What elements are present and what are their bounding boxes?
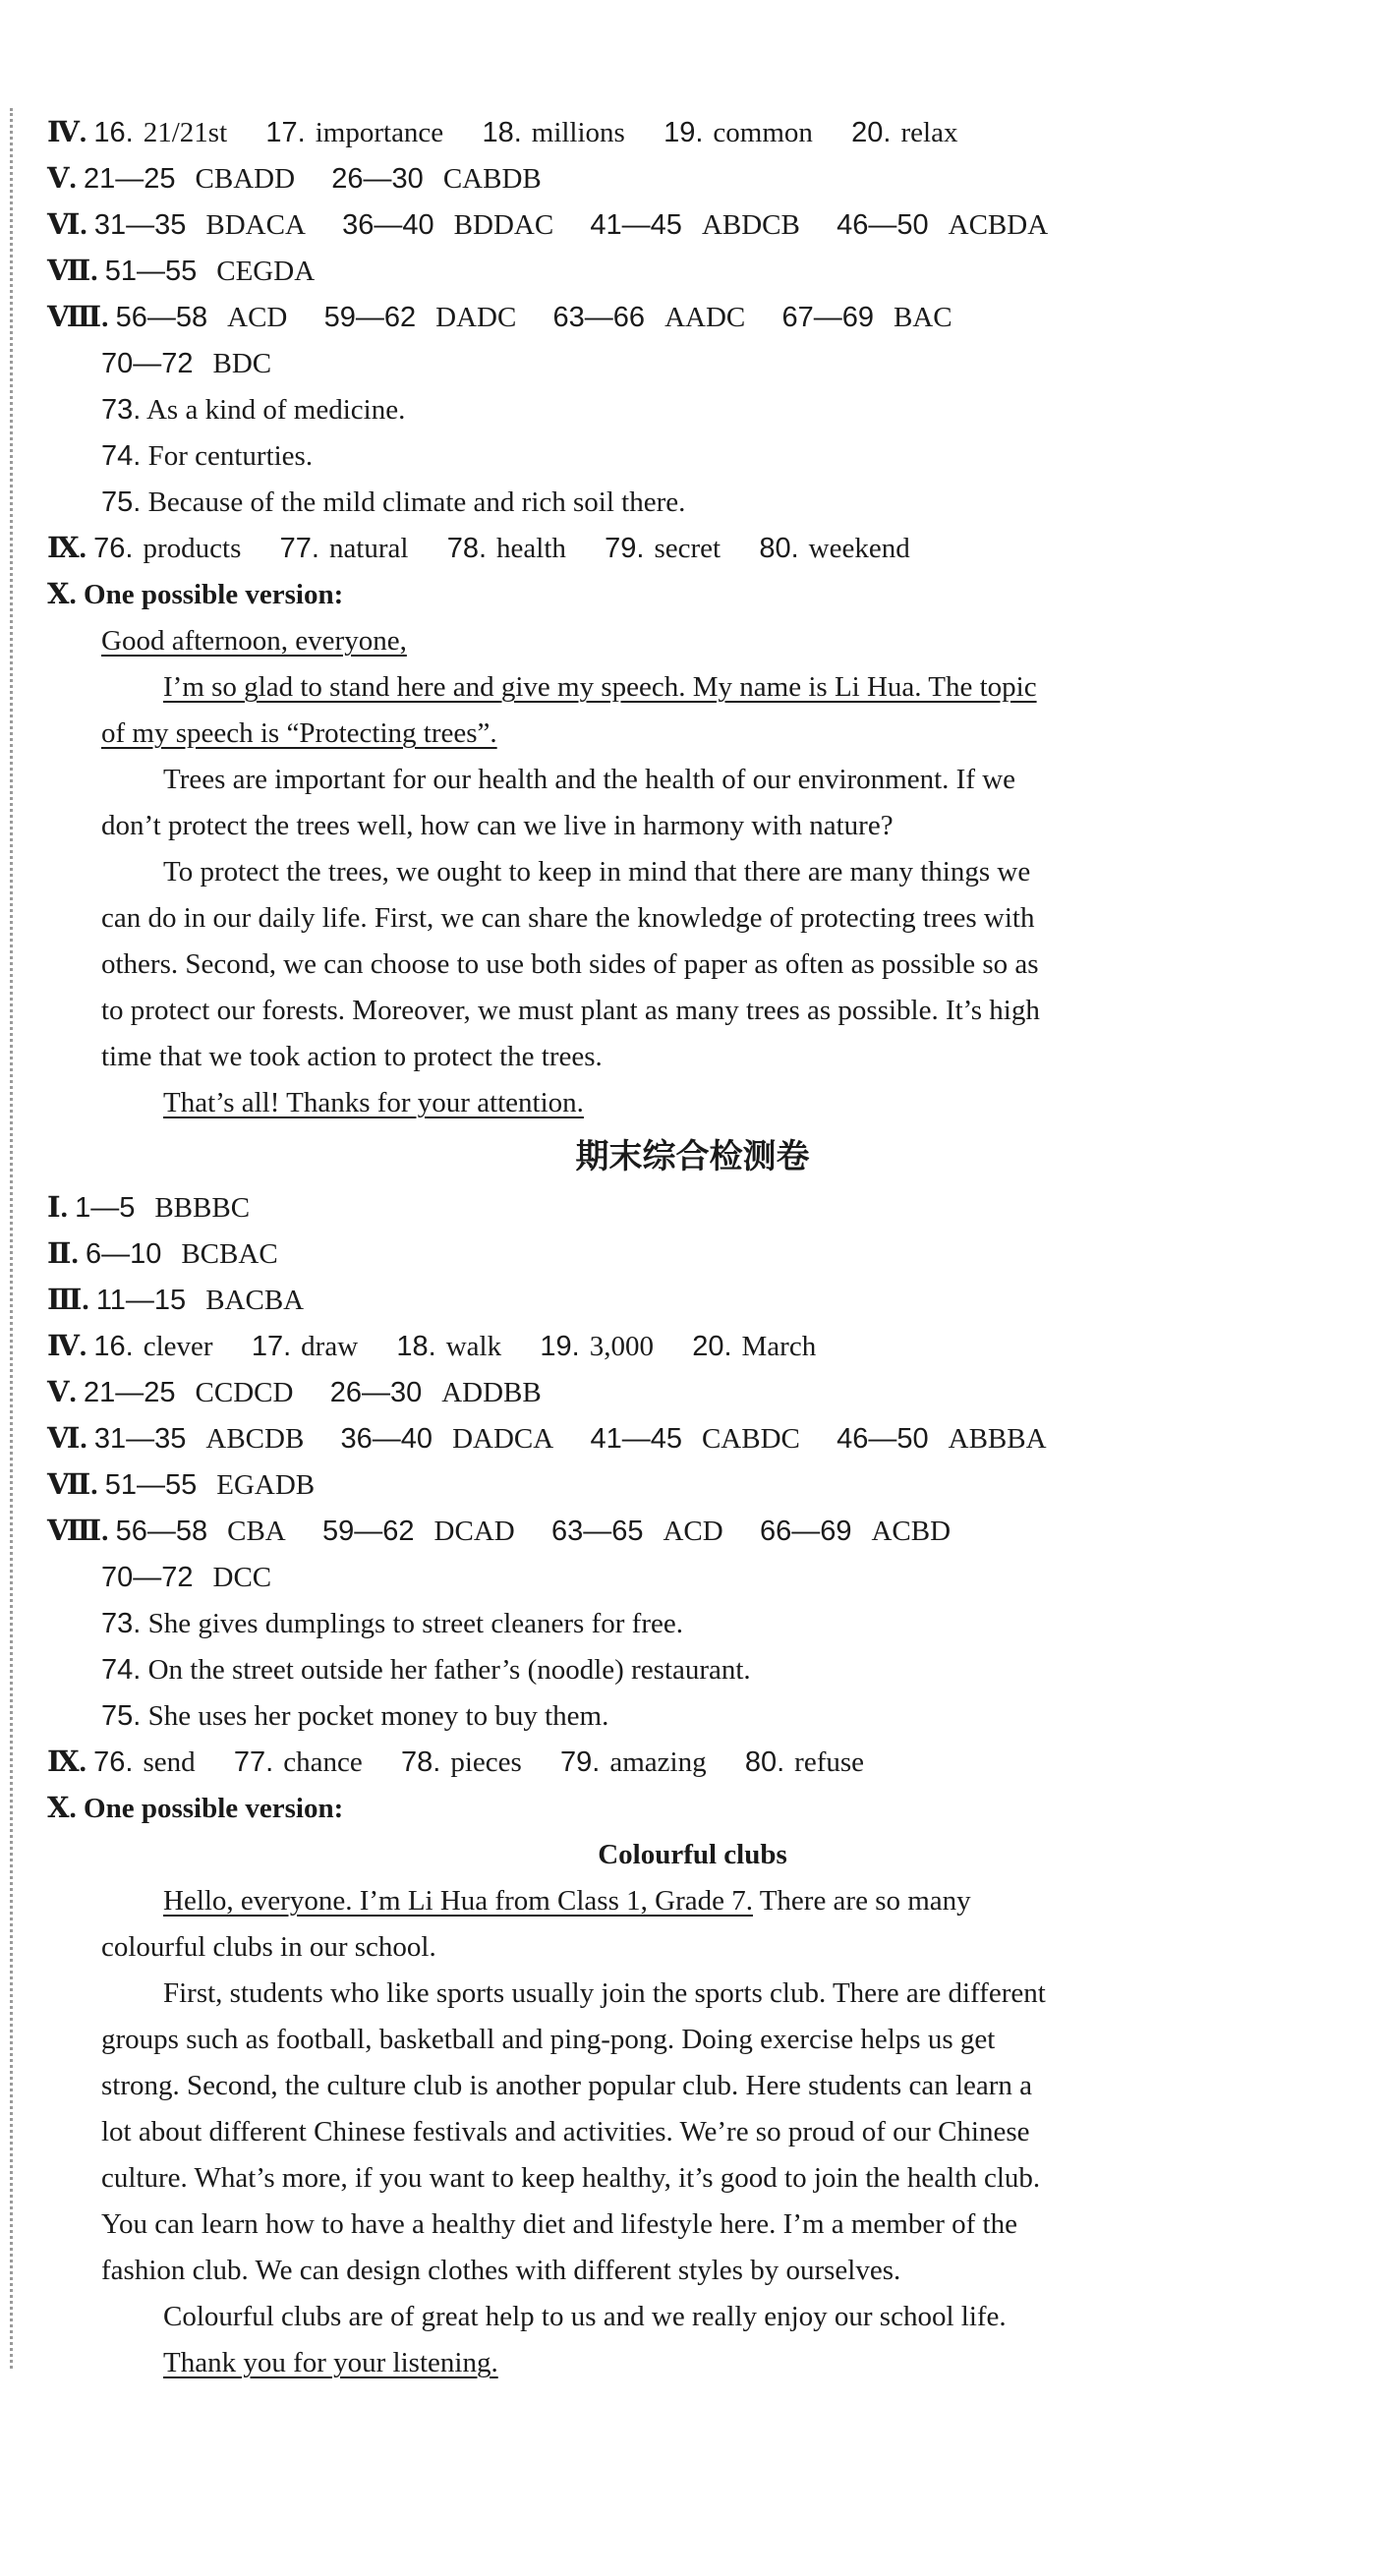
range-answers: BDACA	[205, 209, 306, 241]
range-answers: DCC	[212, 1562, 272, 1593]
row-viii-cont-top	[0, 341, 1385, 387]
range-answers: ACBDA	[948, 209, 1049, 241]
roman-numeral: Ⅴ.	[47, 163, 77, 195]
range-answers: ABCDB	[205, 1423, 305, 1455]
range-label: 70—72	[101, 348, 194, 379]
row-ix	[0, 1740, 1385, 1786]
essay-text: I’m so glad to stand here and give my speech. My name is Li Hua. The topic	[163, 671, 1037, 703]
item-answer: common	[713, 117, 813, 148]
essay-line	[0, 664, 1385, 711]
row-viii-cont	[0, 1555, 1385, 1601]
essay-line	[0, 757, 1385, 803]
roman-numeral: Ⅹ.	[47, 579, 77, 610]
range-label: 1—5	[75, 1192, 136, 1224]
essay-line	[0, 2063, 1385, 2109]
range-answers: CABDB	[442, 163, 542, 195]
range-answers: ACBD	[871, 1516, 952, 1547]
item-answer: health	[496, 533, 566, 564]
range-answers: BAC	[894, 302, 952, 333]
range-answers: DADC	[435, 302, 517, 333]
range-label: 26—30	[331, 163, 424, 195]
row-viii-top	[0, 295, 1385, 341]
essay-text: lot about different Chinese festivals and activities. We’re so proud of our Chinese	[101, 2116, 1030, 2147]
range-label: 59—62	[323, 302, 417, 333]
essay-line	[0, 803, 1385, 849]
item-number: 19.	[540, 1331, 580, 1362]
roman-numeral: Ⅳ.	[47, 1331, 87, 1362]
range-label: 26—30	[329, 1377, 423, 1408]
range-answers: CEGDA	[216, 256, 316, 287]
roman-numeral: Ⅲ.	[47, 1285, 89, 1316]
version-label: One possible version:	[84, 579, 344, 610]
range-answers: DADCA	[452, 1423, 554, 1455]
item-answer: refuse	[794, 1746, 865, 1778]
essay-line	[0, 1034, 1385, 1080]
essay-line	[0, 988, 1385, 1034]
row-iv	[0, 1324, 1385, 1370]
essay-text: Colourful clubs are of great help to us and we really enjoy our school life.	[163, 2301, 1007, 2332]
answer-74-top	[0, 433, 1385, 480]
range-answers: ABBBA	[948, 1423, 1047, 1455]
range-label: 70—72	[101, 1562, 194, 1593]
item-number: 80.	[759, 533, 799, 564]
essay-line	[0, 2248, 1385, 2294]
item-number: 75.	[101, 1700, 142, 1732]
essay-text: Trees are important for our health and the health of our environment. If we	[163, 764, 1016, 795]
range-answers: BACBA	[205, 1285, 305, 1316]
range-answers: CCDCD	[195, 1377, 294, 1408]
roman-numeral: Ⅵ.	[47, 209, 87, 241]
closing-text: That’s all! Thanks for your attention.	[163, 1087, 584, 1118]
essay-text: to protect our forests. Moreover, we must plant as many trees as possible. It’s high	[101, 995, 1040, 1026]
range-label: 21—25	[84, 1377, 176, 1408]
item-answer: draw	[301, 1331, 359, 1362]
essay-line	[0, 711, 1385, 757]
item-answer: pieces	[450, 1746, 522, 1778]
item-answer: importance	[315, 117, 444, 148]
essay-text: don’t protect the trees well, how can we live in harmony with nature?	[101, 810, 894, 841]
essay-text: First, students who like sports usually join the sports club. There are different	[163, 1977, 1046, 2009]
item-number: 77.	[279, 533, 319, 564]
row-viii	[0, 1509, 1385, 1555]
range-label: 21—25	[84, 163, 176, 195]
range-answers: DCAD	[433, 1516, 515, 1547]
item-answer: On the street outside her father’s (noodle) restaurant.	[147, 1654, 751, 1686]
range-answers: BDDAC	[453, 209, 554, 241]
range-label: 46—50	[837, 209, 929, 241]
essay-text: time that we took action to protect the trees.	[101, 1041, 603, 1072]
item-answer: As a kind of medicine.	[145, 394, 406, 426]
range-label: 63—65	[550, 1516, 644, 1547]
row-vi	[0, 1416, 1385, 1462]
row-v-top	[0, 156, 1385, 202]
item-number: 20.	[692, 1331, 732, 1362]
item-answer: Because of the mild climate and rich soil there.	[147, 487, 686, 518]
essay-title: Colourful clubs	[598, 1839, 787, 1870]
range-answers: CBADD	[195, 163, 296, 195]
range-label: 63—66	[552, 302, 646, 333]
item-number: 17.	[251, 1331, 292, 1362]
roman-numeral: Ⅰ.	[47, 1192, 68, 1224]
item-answer: She uses her pocket money to buy them.	[147, 1700, 609, 1732]
row-vii	[0, 1462, 1385, 1509]
item-number: 75.	[101, 487, 142, 518]
item-answer: 21/21st	[143, 117, 228, 148]
essay-text: colourful clubs in our school.	[101, 1931, 436, 1963]
greeting-text: Good afternoon, everyone,	[101, 625, 407, 657]
essay-line	[0, 895, 1385, 942]
range-answers: BDC	[212, 348, 272, 379]
item-number: 76.	[93, 1746, 134, 1778]
item-answer: 3,000	[589, 1331, 654, 1362]
item-number: 19.	[664, 117, 704, 148]
range-label: 6—10	[85, 1238, 162, 1270]
roman-numeral: Ⅹ.	[47, 1793, 77, 1824]
item-number: 74.	[101, 1654, 142, 1686]
range-label: 31—35	[93, 209, 187, 241]
item-answer: amazing	[609, 1746, 707, 1778]
row-ix-top	[0, 526, 1385, 572]
roman-numeral: Ⅷ.	[47, 1516, 109, 1547]
range-label: 36—40	[340, 1423, 433, 1455]
row-v	[0, 1370, 1385, 1416]
item-number: 79.	[605, 533, 645, 564]
roman-numeral: Ⅶ.	[47, 256, 98, 287]
item-number: 78.	[446, 533, 488, 564]
essay-line	[0, 2155, 1385, 2202]
range-answers: ACD	[227, 302, 288, 333]
essay-text: strong. Second, the culture club is another popular club. Here students can learn a	[101, 2070, 1033, 2101]
essay-line	[0, 942, 1385, 988]
essay-text: others. Second, we can choose to use both sides of paper as often as possible so as	[101, 948, 1039, 980]
range-label: 31—35	[93, 1423, 187, 1455]
item-answer: weekend	[808, 533, 910, 564]
range-answers: CABDC	[701, 1423, 800, 1455]
range-label: 66—69	[759, 1516, 852, 1547]
essay-line	[0, 2109, 1385, 2155]
roman-numeral: Ⅷ.	[47, 302, 109, 333]
range-answers: BBBBC	[154, 1192, 251, 1224]
essay-closing	[0, 2340, 1385, 2386]
roman-numeral: Ⅸ.	[47, 1746, 87, 1778]
essay-line	[0, 849, 1385, 895]
essay-text: of my speech is “Protecting trees”.	[101, 717, 497, 749]
item-answer: March	[741, 1331, 817, 1362]
item-number: 73.	[101, 1608, 142, 1639]
range-label: 59—62	[322, 1516, 415, 1547]
range-label: 36—40	[342, 209, 434, 241]
essay-line	[0, 1924, 1385, 1971]
range-label: 56—58	[115, 302, 208, 333]
item-answer: millions	[531, 117, 625, 148]
roman-numeral: Ⅵ.	[47, 1423, 87, 1455]
range-label: 11—15	[95, 1285, 187, 1316]
item-number: 16.	[93, 1331, 134, 1362]
essay-line	[0, 2017, 1385, 2063]
item-number: 16.	[93, 117, 134, 148]
range-label: 41—45	[590, 209, 682, 241]
range-answers: ACD	[663, 1516, 723, 1547]
range-answers: EGADB	[216, 1469, 316, 1501]
section-title: 期末综合检测卷	[575, 1137, 810, 1176]
essay-text: There are so many	[752, 1885, 971, 1917]
row-vi-top	[0, 202, 1385, 249]
item-number: 74.	[101, 440, 142, 472]
item-answer: For centurties.	[147, 440, 314, 472]
essay-text: culture. What’s more, if you want to keep healthy, it’s good to join the health club.	[101, 2162, 1041, 2194]
row-ii	[0, 1231, 1385, 1278]
essay-line	[0, 2294, 1385, 2340]
item-answer: chance	[283, 1746, 363, 1778]
essay-text: fashion club. We can design clothes with different styles by ourselves.	[101, 2255, 901, 2286]
range-answers: CBA	[227, 1516, 286, 1547]
item-answer: clever	[143, 1331, 213, 1362]
roman-numeral: Ⅸ.	[47, 533, 87, 564]
answer-73-top	[0, 387, 1385, 433]
essay-line	[0, 1971, 1385, 2017]
roman-numeral: Ⅶ.	[47, 1469, 98, 1501]
answer-page	[0, 110, 1385, 2386]
range-label: 51—55	[104, 256, 198, 287]
range-label: 41—45	[590, 1423, 682, 1455]
essay-text: To protect the trees, we ought to keep in mind that there are many things we	[163, 856, 1031, 887]
range-answers: AADC	[664, 302, 746, 333]
roman-numeral: Ⅱ.	[47, 1238, 79, 1270]
essay-text: can do in our daily life. First, we can share the knowledge of protecting trees with	[101, 902, 1035, 934]
essay-text: groups such as football, basketball and ping-pong. Doing exercise helps us get	[101, 2024, 996, 2055]
essay-closing	[0, 1080, 1385, 1126]
row-x	[0, 1786, 1385, 1832]
item-number: 18.	[482, 117, 522, 148]
range-answers: BCBAC	[181, 1238, 278, 1270]
roman-numeral: Ⅳ.	[47, 117, 87, 148]
item-number: 73.	[101, 394, 142, 426]
essay-greeting	[0, 618, 1385, 664]
item-number: 77.	[233, 1746, 274, 1778]
essay-line	[0, 1878, 1385, 1924]
item-number: 76.	[93, 533, 134, 564]
essay-line	[0, 2202, 1385, 2248]
essay-text-underlined: Hello, everyone. I’m Li Hua from Class 1, Grade 7.	[163, 1885, 753, 1917]
range-answers: ADDBB	[441, 1377, 542, 1408]
range-label: 67—69	[781, 302, 874, 333]
item-answer: She gives dumplings to street cleaners for free.	[147, 1608, 683, 1639]
closing-text: Thank you for your listening.	[163, 2347, 498, 2378]
row-x-top	[0, 572, 1385, 618]
answer-75	[0, 1693, 1385, 1740]
item-answer: secret	[654, 533, 721, 564]
answer-74	[0, 1647, 1385, 1693]
row-iii	[0, 1278, 1385, 1324]
range-label: 51—55	[104, 1469, 198, 1501]
item-number: 20.	[851, 117, 892, 148]
range-label: 56—58	[115, 1516, 208, 1547]
row-i	[0, 1185, 1385, 1231]
row-vii-top	[0, 249, 1385, 295]
roman-numeral: Ⅴ.	[47, 1377, 77, 1408]
item-answer: products	[143, 533, 242, 564]
row-iv-top	[0, 110, 1385, 156]
range-label: 46—50	[837, 1423, 929, 1455]
version-label: One possible version:	[84, 1793, 344, 1824]
item-answer: send	[143, 1746, 196, 1778]
item-answer: walk	[445, 1331, 502, 1362]
item-answer: relax	[900, 117, 958, 148]
item-answer: natural	[328, 533, 409, 564]
item-number: 80.	[744, 1746, 785, 1778]
item-number: 17.	[265, 117, 306, 148]
item-number: 79.	[560, 1746, 601, 1778]
item-number: 78.	[400, 1746, 441, 1778]
answer-73	[0, 1601, 1385, 1647]
range-answers: ABDCB	[701, 209, 800, 241]
essay-text: You can learn how to have a healthy diet and lifestyle here. I’m a member of the	[101, 2208, 1017, 2240]
answer-75-top	[0, 480, 1385, 526]
item-number: 18.	[396, 1331, 436, 1362]
